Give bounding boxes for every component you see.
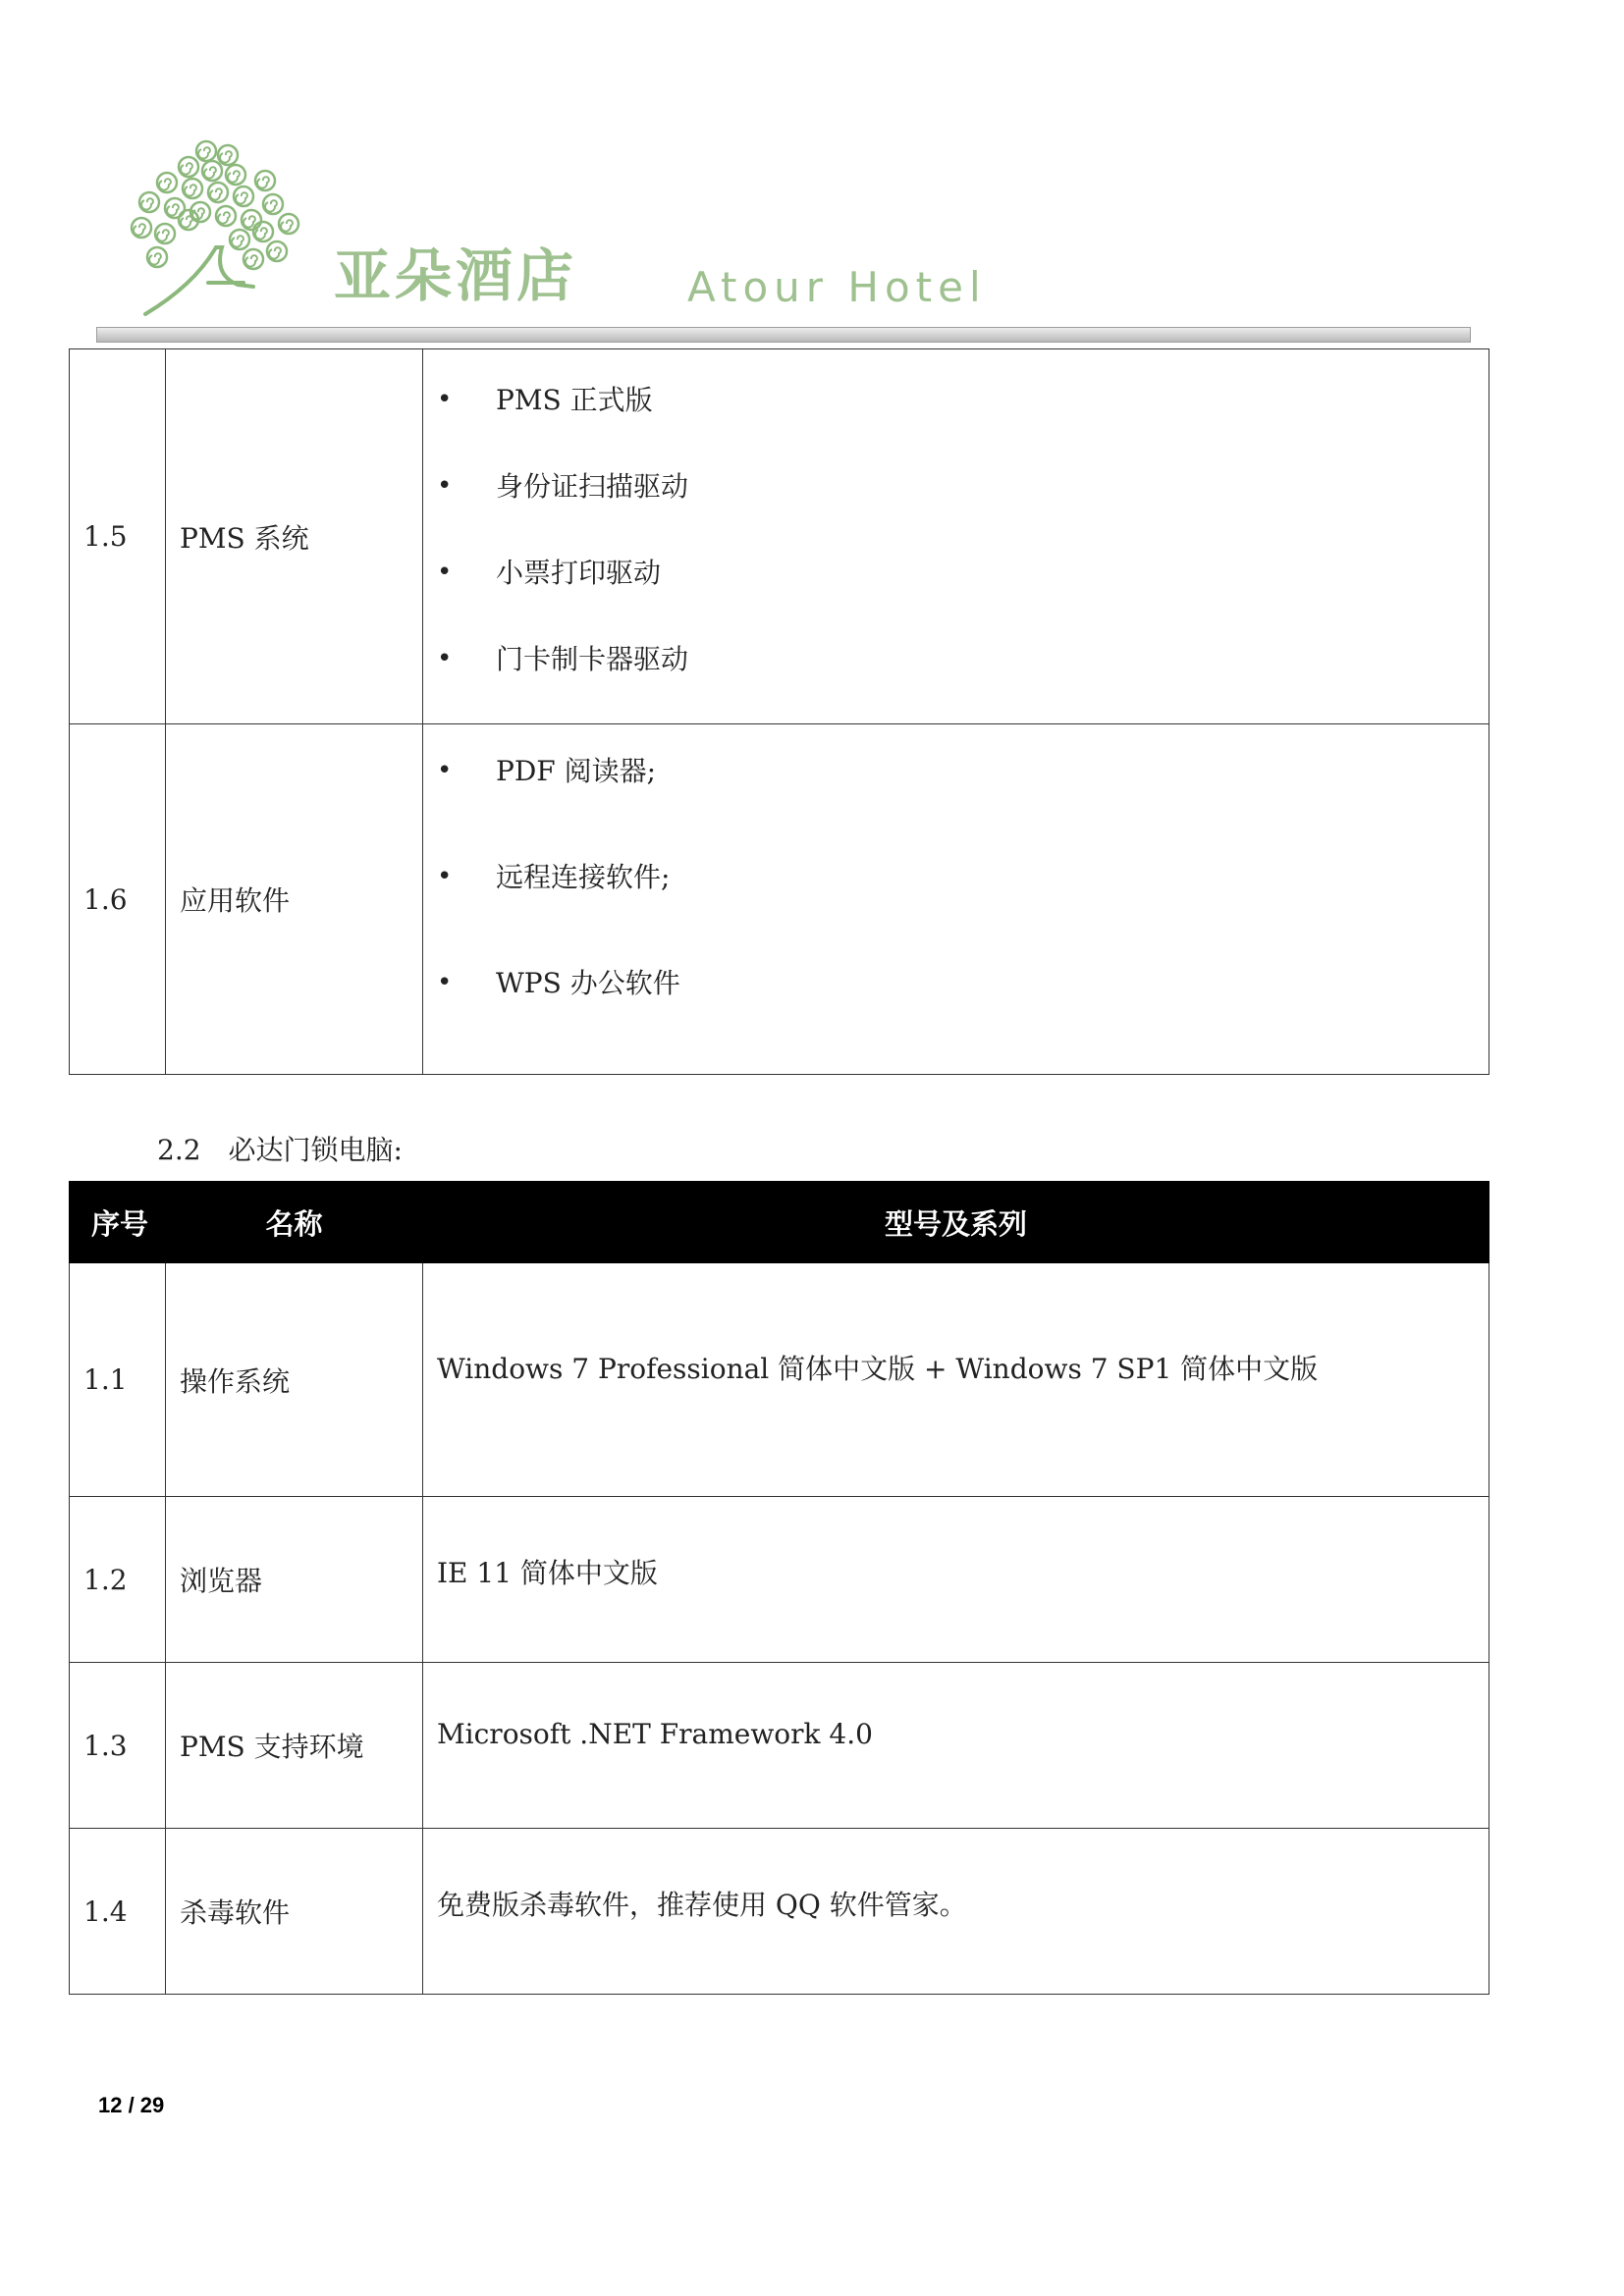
row-number: 1.4 [70, 1829, 166, 1995]
list-item: • PDF 阅读器; [437, 758, 1488, 785]
table-row [70, 724, 1489, 1075]
column-header: 型号及系列 [423, 1182, 1489, 1263]
bullet-list [437, 755, 1488, 999]
section-heading: 2.2 必达门锁电脑: [157, 1134, 403, 1166]
row-number: 1.6 [70, 724, 166, 1075]
row-number: 1.5 [70, 349, 166, 724]
list-item: • PMS 正式版 [437, 387, 1488, 414]
row-detail: Microsoft .NET Framework 4.0 [423, 1663, 1489, 1829]
row-detail [423, 349, 1489, 724]
header-divider-bar [96, 327, 1471, 343]
list-item: • 身份证扫描驱动 [437, 473, 1488, 501]
row-detail: Windows 7 Professional 简体中文版 + Windows 7 SP1 简体中文版 [423, 1263, 1489, 1497]
row-number: 1.1 [70, 1263, 166, 1497]
brand-english-name: Atour Hotel [687, 263, 987, 311]
column-header: 序号 [70, 1182, 166, 1263]
table-row [70, 1263, 1489, 1497]
row-detail: 免费版杀毒软件，推荐使用 QQ 软件管家。 [423, 1829, 1489, 1995]
table-row [70, 1663, 1489, 1829]
brand-chinese-name: 亚朵酒店 [334, 242, 578, 309]
row-name: 杀毒软件 [166, 1829, 423, 1995]
list-item: • 远程连接软件; [437, 864, 1488, 891]
row-detail [423, 724, 1489, 1075]
list-item: • 小票打印驱动 [437, 560, 1488, 587]
lock-pc-table [69, 1181, 1489, 1995]
table-row [70, 1829, 1489, 1995]
list-item: • WPS 办公软件 [437, 970, 1488, 997]
software-table-continued [69, 348, 1489, 1075]
row-name: 浏览器 [166, 1497, 423, 1663]
list-item: • 门卡制卡器驱动 [437, 646, 1488, 673]
row-number: 1.2 [70, 1497, 166, 1663]
row-name: 操作系统 [166, 1263, 423, 1497]
atour-tree-logo [106, 137, 314, 319]
row-name: PMS 系统 [166, 349, 423, 724]
row-number: 1.3 [70, 1663, 166, 1829]
bullet-list [437, 384, 1488, 675]
table-row [70, 349, 1489, 724]
column-header: 名称 [166, 1182, 423, 1263]
row-name: 应用软件 [166, 724, 423, 1075]
table-row [70, 1497, 1489, 1663]
page-number: 12 / 29 [98, 2093, 165, 2117]
row-name: PMS 支持环境 [166, 1663, 423, 1829]
row-detail: IE 11 简体中文版 [423, 1497, 1489, 1663]
table-header-row [70, 1182, 1489, 1263]
